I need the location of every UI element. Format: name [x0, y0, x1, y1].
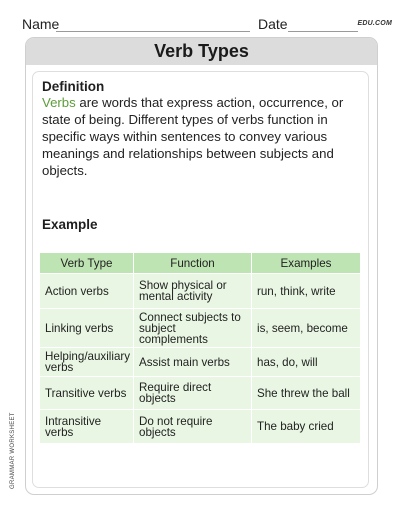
table-header-row: [40, 253, 361, 274]
table-row: [40, 309, 361, 348]
table-row: [40, 348, 361, 377]
table-row: [40, 274, 361, 309]
table-row: [40, 377, 361, 410]
cell-function: Require direct objects: [134, 377, 252, 410]
name-line[interactable]: [56, 31, 250, 32]
worksheet-category-label: GRAMMAR WORKSHEET: [10, 412, 16, 489]
cell-function: Show physical or mental activity: [134, 274, 252, 309]
brand-logo: EDU.COM: [357, 20, 392, 27]
column-header-verb-type: Verb Type: [40, 253, 134, 274]
card-body: [26, 65, 377, 494]
cell-verb-type: Helping/auxiliary verbs: [40, 348, 134, 377]
page-title: Verb Types: [26, 38, 377, 65]
example-heading: Example: [42, 217, 98, 232]
name-label: Name: [22, 16, 60, 32]
column-header-examples: Examples: [252, 253, 361, 274]
cell-examples: The baby cried: [252, 410, 361, 444]
definition-text: [42, 94, 362, 179]
cell-verb-type: Transitive verbs: [40, 377, 134, 410]
column-header-function: Function: [134, 253, 252, 274]
date-label: Date: [258, 16, 288, 32]
date-line[interactable]: [288, 31, 358, 32]
cell-verb-type: Intransitive verbs: [40, 410, 134, 444]
cell-examples: is, seem, become: [252, 309, 361, 348]
cell-function: Connect subjects to subject complements: [134, 309, 252, 348]
cell-verb-type: Linking verbs: [40, 309, 134, 348]
cell-verb-type: Action verbs: [40, 274, 134, 309]
cell-function: Assist main verbs: [134, 348, 252, 377]
content-panel: [32, 71, 369, 488]
worksheet-header: [22, 14, 394, 34]
cell-function: Do not require objects: [134, 410, 252, 444]
table-row: [40, 410, 361, 444]
cell-examples: She threw the ball: [252, 377, 361, 410]
definition-body: are words that express action, occurrence, or state of being. Different types of verbs function in specific ways within sentences to convey various meanings and relationships between subjects and objects.: [42, 95, 344, 178]
definition-keyword: Verbs: [42, 95, 76, 110]
verb-types-table: [39, 252, 361, 444]
cell-examples: has, do, will: [252, 348, 361, 377]
cell-examples: run, think, write: [252, 274, 361, 309]
worksheet-card: [25, 37, 378, 495]
definition-heading: Definition: [42, 79, 105, 94]
